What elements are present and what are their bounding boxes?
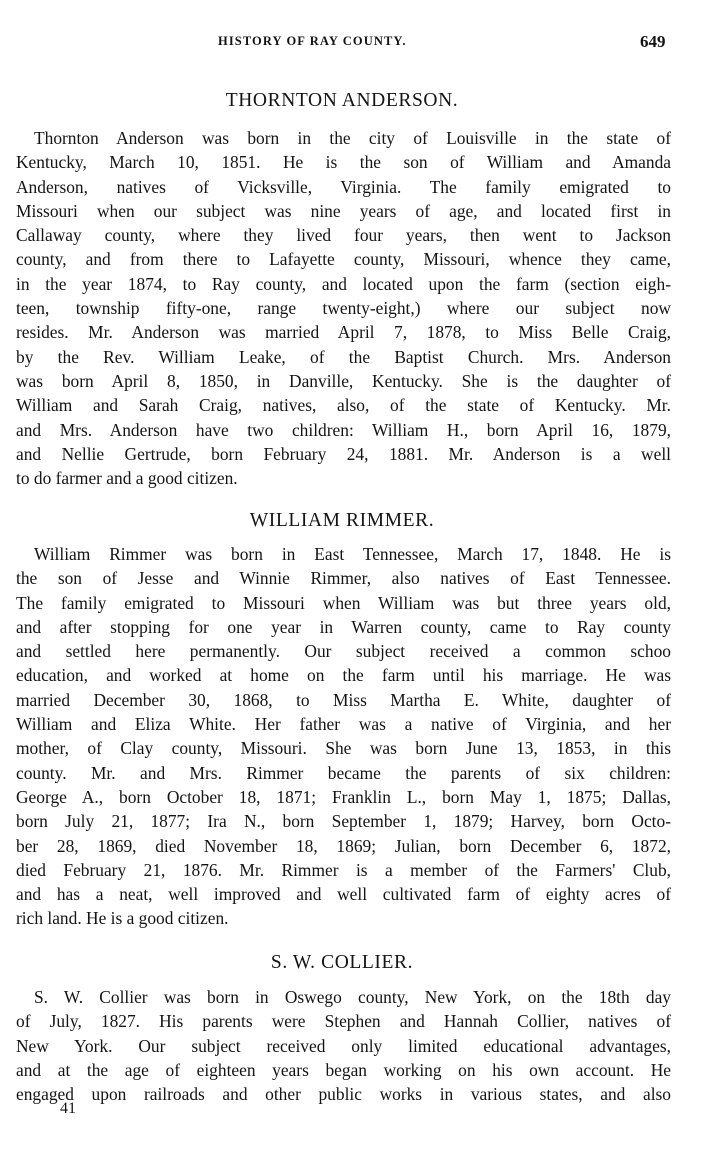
biography-thornton-anderson — [16, 126, 671, 490]
text-line: George A., born October 18, 1871; Franklin L., born May 1, 1875; Dallas, — [16, 786, 671, 807]
text-line: and Mrs. Anderson have two children: William H., born April 16, 1879, — [16, 419, 671, 440]
text-line: Kentucky, March 10, 1851. He is the son of William and Amanda — [16, 152, 671, 173]
text-line: The family emigrated to Missouri when William was but three years old, — [16, 592, 671, 613]
text-line: of July, 1827. His parents were Stephen and Hannah Collier, natives of — [16, 1011, 671, 1032]
text-line: the son of Jesse and Winnie Rimmer, also natives of East Tennessee. — [16, 568, 671, 589]
section-heading-thornton-anderson: THORNTON ANDERSON. — [225, 90, 459, 111]
text-line: died February 21, 1876. Mr. Rimmer is a member of the Farmers' Club, — [16, 859, 671, 880]
text-line: to do farmer and a good citizen. — [16, 468, 238, 489]
text-line: William and Sarah Craig, natives, also, of the state of Kentucky. Mr. — [16, 395, 671, 416]
biography-s-w-collier — [16, 985, 671, 1106]
text-line: and settled here permanently. Our subject received a common schoo — [16, 641, 671, 662]
text-line: mother, of Clay county, Missouri. She was born June 13, 1853, in this — [16, 738, 671, 759]
running-title: HISTORY OF RAY COUNTY. — [218, 34, 407, 48]
text-line: New York. Our subject received only limited educational advantages, — [16, 1035, 671, 1056]
text-line: county, and from there to Lafayette county, Missouri, whence they came, — [16, 249, 671, 270]
text-line: William Rimmer was born in East Tennessee, March 17, 1848. He is — [34, 544, 671, 564]
text-line: Missouri when our subject was nine years of age, and located first in — [16, 200, 671, 221]
running-head — [0, 34, 714, 54]
text-line: was born April 8, 1850, in Danville, Kentucky. She is the daughter of — [16, 370, 671, 391]
text-line: county. Mr. and Mrs. Rimmer became the parents of six children: — [16, 762, 671, 783]
text-line: and Nellie Gertrude, born February 24, 1881. Mr. Anderson is a well — [16, 443, 671, 464]
page-number: 649 — [640, 32, 666, 51]
text-line: married December 30, 1868, to Miss Martha E. White, daughter of — [16, 689, 671, 710]
text-line: by the Rev. William Leake, of the Baptist Church. Mrs. Anderson — [16, 346, 671, 367]
signature-mark: 41 — [60, 1100, 76, 1117]
text-line: in the year 1874, to Ray county, and located upon the farm (section eigh- — [16, 273, 671, 294]
text-line: S. W. Collier was born in Oswego county, New York, on the 18th day — [34, 987, 671, 1007]
text-line: education, and worked at home on the farm until his marriage. He was — [16, 665, 671, 686]
text-line: Thornton Anderson was born in the city of Louisville in the state of — [34, 128, 671, 148]
text-line: Callaway county, where they lived four years, then went to Jackson — [16, 225, 671, 246]
text-line: born July 21, 1877; Ira N., born September 1, 1879; Harvey, born Octo- — [16, 811, 671, 832]
biography-william-rimmer — [16, 542, 671, 931]
text-line: Anderson, natives of Vicksville, Virginia. The family emigrated to — [16, 176, 671, 197]
text-line: rich land. He is a good citizen. — [16, 908, 229, 929]
text-line: and has a neat, well improved and well cultivated farm of eighty acres of — [16, 884, 671, 905]
text-line: teen, township fifty-one, range twenty-eight,) where our subject now — [16, 298, 671, 319]
text-line: ber 28, 1869, died November 18, 1869; Julian, born December 6, 1872, — [16, 835, 671, 856]
text-line: resides. Mr. Anderson was married April 7, 1878, to Miss Belle Craig, — [16, 322, 671, 343]
text-line: William and Eliza White. Her father was a native of Virginia, and her — [16, 714, 671, 735]
text-line: engaged upon railroads and other public works in various states, and also — [16, 1084, 671, 1105]
text-line: and after stopping for one year in Warren county, came to Ray county — [16, 616, 671, 637]
section-heading-s-w-collier: S. W. COLLIER. — [270, 952, 414, 973]
text-line: and at the age of eighteen years began working on his own account. He — [16, 1059, 671, 1080]
section-heading-william-rimmer: WILLIAM RIMMER. — [249, 510, 435, 531]
